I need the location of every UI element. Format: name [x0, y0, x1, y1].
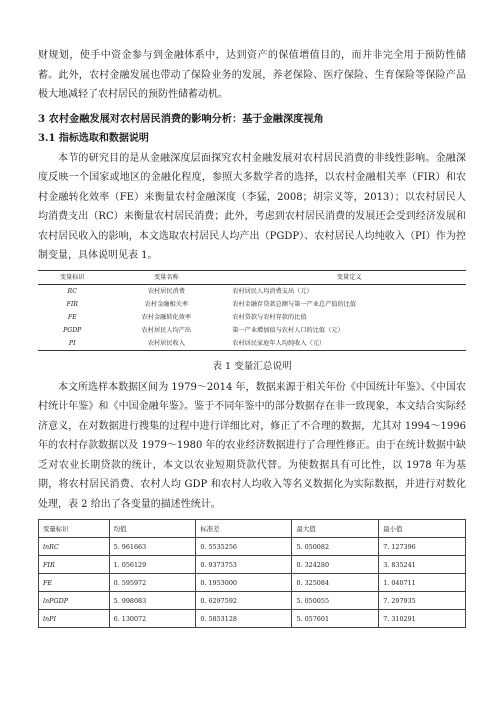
- table-cell: 0. 6297592: [196, 592, 292, 610]
- table-cell: 农村金融存贷款总额与第一产业总产值的比值: [232, 300, 357, 308]
- header-cell: 变量标识: [38, 270, 106, 284]
- paper-page: [38, 46, 466, 628]
- table-cell: 7. 310291: [379, 610, 466, 628]
- table-cell: lnPI: [39, 610, 110, 628]
- table-row: [38, 311, 466, 324]
- subsection-heading: 3.1 指标选取和数据说明: [38, 132, 149, 144]
- header-cell: 均值: [109, 520, 196, 538]
- header-cell: 变量标识: [39, 520, 110, 538]
- header-cell: 变量定义: [226, 270, 466, 284]
- table-cell: FIR: [39, 556, 110, 574]
- table-row: [38, 324, 466, 337]
- intro-paragraph: 财规划，使手中资金参与到金融体系中，达到资产的保值增值目的，而并非完全用于预防性储蓄。此外，农村金融发展也带动了保险业务的发展，养老保险、医疗保险、生育保险等保险产品极大地减轻了农村居民的预防性储蓄动机。: [38, 50, 466, 100]
- table-cell: 0. 595972: [109, 574, 196, 592]
- table-cell: 0. 325084: [292, 574, 379, 592]
- table-header-row: [39, 520, 466, 538]
- table-row: [39, 574, 466, 592]
- table-cell: 农村居民人均消费支出（元）: [232, 287, 313, 295]
- table-cell: 0. 9373753: [196, 556, 292, 574]
- table-cell: PGDP: [63, 326, 82, 334]
- table-cell: 农村金融转化效率: [141, 313, 192, 321]
- table-cell: 1. 056129: [109, 556, 196, 574]
- table-cell: 5. 050055: [292, 592, 379, 610]
- table-cell: 农村居民收入: [106, 337, 226, 351]
- table-cell: 0. 5853128: [196, 610, 292, 628]
- table-cell: 0. 324280: [292, 556, 379, 574]
- descriptive-statistics-table: [38, 519, 466, 628]
- header-cell: 标准差: [196, 520, 292, 538]
- table-row: [39, 610, 466, 628]
- body-paragraph-2: 本文所选样本数据区间为 1979～2014 年，数据来源于相关年份《中国统计年鉴》、《中国农村统计年鉴》和《中国金融年鉴》。鉴于不同年鉴中的部分数据存在非一致现象，本文结合实际经济意义，在对数据进行搜集的过程中进行详细比对，修正了不合理的数据，尤其对 1994～1996 年的农村存款数据以及 1979～1980 年的农业经济数据进行了合理性修正。由于在统计数据中缺乏对农业长期贷款的统计，本文以农业短期贷款代替。为使数据具有可比性，以 1978 年为基期，将农村居民消费、农村人均 GDP 和农村人均收入等名义数据化为实际数据，并进行对数化处理，表 2 给出了各变量的描述性统计。: [38, 381, 466, 510]
- header-cell: 最大值: [292, 520, 379, 538]
- section-heading: 3 农村金融发展对农村居民消费的影响分析：基于金融深度视角: [38, 112, 324, 125]
- table-cell: 1. 040711: [379, 574, 466, 592]
- table-cell: 5. 057601: [292, 610, 379, 628]
- table-cell: 7. 297935: [379, 592, 466, 610]
- table-row: [38, 298, 466, 311]
- table-cell: FE: [39, 574, 110, 592]
- table-cell: 5. 961663: [109, 538, 196, 556]
- table-cell: RC: [67, 287, 77, 295]
- body-paragraph-1: 本节的研究目的是从金融深度层面探究农村金融发展对农村居民消费的非线性影响。金融深度反映一个国家或地区的金融化程度，参照大多数学者的选择，以农村金融相关率（FIR）和农村金融转化效率（FE）来衡量农村金融深度（李猛，2008；胡宗义等，2013）；以农村居民人均消费支出（RC）来衡量农村居民消费；此外，考虑到农村居民消费的发展还会受到经济发展和农村居民收入的影响，本文选取农村居民人均产出（PGDP）、农村居民人均纯收入（PI）作为控制变量，具体说明见表 1。: [38, 152, 466, 261]
- table-row: [38, 284, 466, 298]
- table-cell: 农村金融相关率: [144, 300, 189, 308]
- table-cell: 农村居民消费: [147, 287, 185, 295]
- table-cell: PI: [38, 337, 106, 351]
- variable-table: [38, 270, 466, 351]
- table-row: [39, 592, 466, 610]
- table-cell: 6. 130072: [109, 610, 196, 628]
- table-cell: 农村居民人均产出: [141, 326, 192, 334]
- table-cell: 0. 5535256: [196, 538, 292, 556]
- table-cell: 5. 998083: [109, 592, 196, 610]
- table-cell: 7. 127396: [379, 538, 466, 556]
- table-caption: 表 1 变量汇总说明: [212, 360, 292, 372]
- table-cell: 3. 835241: [379, 556, 466, 574]
- table-cell: 农村居民家庭年人均纯收入（元）: [226, 337, 466, 351]
- table-cell: lnRC: [39, 538, 110, 556]
- table-cell: 第一产业增加值与农村人口的比值（元）: [232, 326, 344, 334]
- table-cell: 0. 1953000: [196, 574, 292, 592]
- header-cell: 变量名称: [106, 270, 226, 284]
- table-cell: 5. 050082: [292, 538, 379, 556]
- table-cell: lnPGDP: [39, 592, 110, 610]
- table-row: [38, 337, 466, 351]
- table-cell: 农村贷款与农村存款的比值: [232, 313, 307, 321]
- table-row: [39, 556, 466, 574]
- table-cell: FE: [67, 313, 77, 321]
- table-header-row: [38, 270, 466, 284]
- table-cell: FIR: [66, 300, 78, 308]
- table-row: [39, 538, 466, 556]
- header-cell: 最小值: [379, 520, 466, 538]
